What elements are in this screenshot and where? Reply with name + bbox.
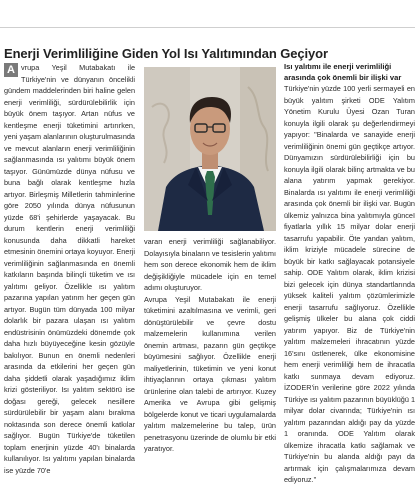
top-divider <box>0 27 415 28</box>
right-column <box>284 62 415 484</box>
portrait-photo <box>144 67 276 231</box>
article-headline: Enerji Verimliliğine Giden Yol Isı Yalıtımından Geçiyor <box>4 45 328 61</box>
middle-column <box>144 236 276 455</box>
middle-paragraph-2: Avrupa Yeşil Mutabakatı ile enerji tüketimini azaltılmasına ve verimli, geri dönüştürülebilir ve çevre dostu malzemelerin kullanımına verilen önemin artması, pazarın gün geçtikçe büyümesini sağlıyor. Özellikle enerji maliyetlerinin, tüketimin ve yeni konut ihtiyaçlarının ortaya çıkması yalıtım ürünlerine olan talebi de artırıyor. Kuzey Amerika ve Avrupa gibi gelişmiş bölgelerde konut ve ticari uygulamalarda yalıtım malzemelerine bu talep, ürün penetrasyonu üzerinde de olumlu bir etki yaratıyor. <box>144 294 276 453</box>
left-column <box>4 62 135 476</box>
portrait-image <box>144 67 276 231</box>
subheading-line-1: Isı yalıtımı ile enerji verimliliği <box>284 62 392 71</box>
left-column-text: vrupa Yeşil Mutabakatı ile Türkiye'nin ve dünyanın öncelikli gündem maddelerinden biri haline gelen enerji verimliliği, sürdürülebilirlik için büyük önem taşıyor. Artan nüfus ve kentleşme enerji tüketimini artırırken, yeni yaşam alanlarının oluşturulmasında ve mevcut alanların enerji verimliliğinin sağlanmasında ısı yalıtımı büyük önem taşıyor. Günümüzde dünya nüfusu ve buna bağlı olarak kentleşme hızla artıyor. Birleşmiş Milletlerin tahminlerine göre 2050 yılında dünya nüfusunun yüzde 68'i şehirlerde yaşayacak. Bu durum kentlerin enerji verimliliği konusunda daha dikkatli hareket etmesinin önemini ortaya koyuyor. Enerji verimliliğinin sağlanmasında en önemli katkıların başında bilinçli tüketim ve ısı yalıtımı geliyor. Özellikle ısı yalıtım pazarına yapılan yatırım her geçen gün artıyor. Bugün tüm dünyada 100 milyar dolarlık bir pazara ulaşan ısı yalıtım endüstrisinin önümüzdeki dönemde çok daha hızlı büyüyeceğine kesin gözüyle bakılıyor. Bunun en önemli nedenleri arasında da etkilerini her geçen gün daha şiddetli olarak yaşadığımız iklim krizi gösteriliyor. Isı yalıtım sektörü ise doğası gereği, gelecek nesillere sürdürülebilir bir yaşam alanı bırakma noktasında son derece önemli katkılar sağlıyor. Bugün Türkiye'de tüketilen toplam enerjinin yüzde 40'ı binalarda kullanılıyor. Isı yalıtımı yapılan binalarda ise yüzde 70'e <box>4 63 136 475</box>
right-column-text: Türkiye'nin yüzde 100 yerli sermayeli en büyük yalıtım şirketi ODE Yalıtım Yönetim Kurulu Üyesi Ozan Turan konuyla ilgili olarak şu değerlendirmeyi yapıyor: "Binalarda ve sanayide enerji verimliliğinin önemi gün geçtikçe artıyor. Dünyamızın sürdürülebilirliği için bu konuyla ilgili olarak bilinç artmakta ve bu alana yatırım yapmak gerekiyor. Binalarda ısı yalıtımı ile enerji verimliliği arasında çok önemli bir ilişki var. Bugün ülkemiz yalnızca bina yalıtımıyla günceI fiyatlarla yıllık 15 milyar dolar enerji tasarrufu yapabilir. Öte yandan yalıtım, iklim kriziyle mücadele sürecine de büyük bir katkı sağlayacak potansiyele sahip. ODE Yalıtım olarak, iklim krizisi bizi gelecek için dünya standartlarında yüksek kaliteli yalıtım çözümlerimizle enerji tasarrufu sağlıyoruz. Özellikle gelişmiş ülkeler bu alana çok ciddi yatırım yapıyor. Biz de Türkiye'nin yalıtım malzemeleri ihracatının yüzde 16'sını üstlenerek, ülke ekonomisine hem enerji verimliliği hem de ihracatla katkı sunmaya devam ediyoruz. İZODER'in verilerine göre 2022 yılında Türkiye ısı yalıtım pazarının büyüklüğü 1 milyar dolar civarında; Türkiye'nin ısı yalıtım pazarından aldığı pay da yüzde 1 oranında. ODE Yalıtım olarak ülkemize ihracatla katkı sağlamak ve Türkiye'nin bu alanda aldığı payı da artırmak için çalışmalarımıza devam ediyoruz." <box>284 84 415 484</box>
middle-paragraph-1: varan enerji verimliliği sağlanabiliyor. Dolayısıyla binaların ve tesislerin yalıtımı hem son derece ekonomik hem de iklim değişikliğiyle mücadele için en temel adımı oluşturuyor. <box>144 237 276 292</box>
drop-cap: A <box>4 63 18 77</box>
subheading-line-2: arasında çok önemli bir ilişki var <box>284 72 402 82</box>
